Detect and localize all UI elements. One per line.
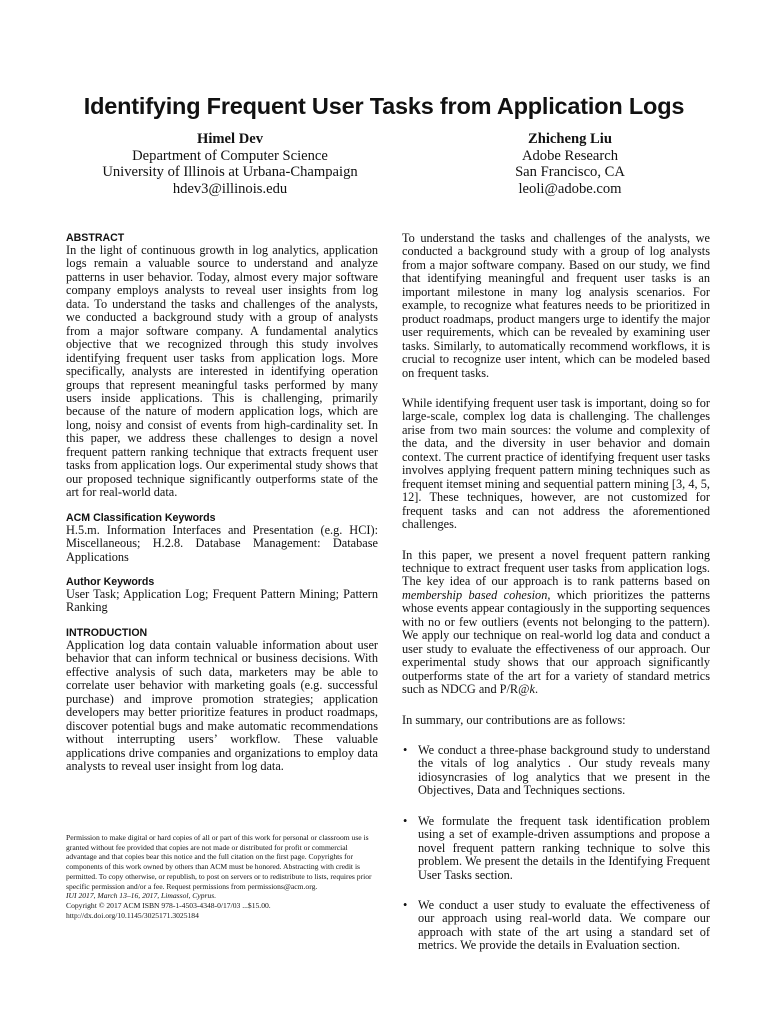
list-item — [402, 815, 710, 882]
paragraph — [402, 549, 710, 697]
right-column — [402, 232, 710, 970]
author-block-1 — [60, 131, 400, 198]
left-column — [66, 232, 378, 773]
paragraph: To understand the tasks and challenges of the analysts, we conducted a background study with a group of log analysts from a major software company. Based on our study, we find that identifying meaningful and frequent user tasks is an important milestone in many log analysis scenarios. For example, to recognize what features needs to be prioritized in product roadmaps, product mangers urge to identify the major user requirements, which can be revealed by examining user tasks. Similarly, to automatically recommend workflows, it is crucial to recognize user intent, which can be modeled based on frequent tasks. — [402, 231, 710, 380]
author-keywords-heading: Author Keywords — [66, 575, 155, 588]
permission-text: Permission to make digital or hard copies of all or part of this work for personal or classroom use is granted without fee provided that copies are not made or distributed for profit or commercial advantage and that copies bear this notice and the full citation on the first page. Copyrights for components of this work owned by others than ACM must be honored. Abstracting with credit is permitted. To copy otherwise, or republish, to post on servers or to redistribute to lists, requires prior specific permission and/or a fee. Request permissions from permissions@acm.org. — [66, 833, 372, 891]
contribution-list — [402, 744, 710, 953]
introduction-heading: INTRODUCTION — [66, 626, 148, 639]
author-email: leoli@adobe.com — [518, 181, 622, 198]
doi-link[interactable]: http://dx.doi.org/10.1145/3025171.3025184 — [66, 910, 199, 920]
author-location: San Francisco, CA — [515, 164, 625, 181]
paragraph: In summary, our contributions are as follows: — [402, 712, 626, 727]
abstract-heading: ABSTRACT — [66, 232, 125, 244]
author-name: Himel Dev — [196, 131, 264, 147]
bullet-icon: • — [403, 898, 408, 913]
list-item-text: We conduct a three-phase background study to understand the vitals of log analytics . Our study reveals many idiosyncrasies of log analytics that we present in the Objectives, Data and Techniques sections. — [418, 742, 710, 798]
abstract-text: In the light of continuous growth in log analytics, application logs remain a valuable source to understand and analyze patterns in user behavior. Today, almost every major software company employs analysts to reveal user insights from log data. To understand the tasks and challenges of the analysts, we conducted a background study with a group of analysts from a major software company. A fundamental analytics objective that we recognized through this study involves identifying frequent user tasks from application logs. More specifically, analysts are interested in identifying operation groups that represent meaningful tasks performed by many users inside applications. This is challenging, primarily because of the nature of modern application logs, which are long, noisy and consist of events from high-cardinality set. In this paper, we address these challenges to design a novel frequent pattern ranking technique that extracts frequent user tasks from application logs. Our experimental study shows that our proposed technique significantly outperforms state of the art for real-world data. — [66, 243, 378, 500]
acm-keywords-heading: ACM Classification Keywords — [66, 511, 216, 524]
emphasis-text: membership based cohesion — [402, 587, 548, 602]
author-organization: Adobe Research — [521, 147, 619, 164]
emphasis-text: k — [529, 682, 535, 697]
acm-keywords-text: H.5.m. Information Interfaces and Presentation (e.g. HCI): Miscellaneous; H.2.8. Database Management: Database Applications — [66, 522, 378, 564]
author-institution: University of Illinois at Urbana-Champaign — [102, 164, 358, 181]
copyright-line: Copyright © 2017 ACM ISBN 978-1-4503-4348-0/17/03 ...$15.00. — [66, 900, 271, 910]
list-item-text: We conduct a user study to evaluate the effectiveness of our approach using real-world data. We compare our approach with state of the art using a standard set of metrics. We provide the details in Evaluation section. — [418, 898, 710, 953]
author-keywords-text: User Task; Application Log; Frequent Pattern Mining; Pattern Ranking — [66, 586, 378, 615]
list-item-text: We formulate the frequent task identification problem using a set of example-driven assumptions and propose a novel frequent pattern ranking technique to solve this problem. We present the details in the Identifying Frequent User Tasks section. — [418, 813, 710, 882]
author-department: Department of Computer Science — [132, 147, 328, 164]
author-block-2 — [430, 131, 710, 198]
paragraph-text: In this paper, we present a novel frequent pattern ranking technique to extract frequent user tasks from application logs. The key idea of our approach is to rank patterns based on — [402, 547, 710, 589]
venue-line: IUI 2017, March 13–16, 2017, Limassol, Cyprus. — [66, 891, 217, 901]
paragraph: While identifying frequent user task is important, doing so for large-scale, complex log data is challenging. The challenges arise from two main sources: the volume and complexity of the data, and the diversity in user behavior and domain context. The current practice of identifying frequent user tasks involves applying frequent pattern mining techniques such as frequent itemset mining and sequential pattern mining [3, 4, 5, 12]. These techniques, however, are not customized for frequent tasks and can not address the aforementioned challenges. — [402, 395, 710, 532]
list-item — [402, 899, 710, 953]
author-email: hdev3@illinois.edu — [172, 181, 288, 198]
author-name: Zhicheng Liu — [528, 131, 612, 147]
paragraph-text: . — [534, 682, 539, 697]
bullet-icon: • — [403, 813, 408, 828]
permission-block — [66, 833, 378, 920]
paragraph-text: , which prioritizes the patterns whose events appear contagiously in the supporting sequences with no or few outliers (events not belonging to the pattern). We apply our technique on real-world log data and conduct a user study to evaluate the effectiveness of our approach. Our experimental study shows that our approach significantly outperforms state of the art for a variety of standard metrics such as NDCG and P/R@ — [402, 587, 710, 697]
introduction-text: Application log data contain valuable information about user behavior that can inform technical or business decisions. With effective analysis of such data, marketers may be able to correlate user behavior with marketing goals (e.g. successful purchase) and improve promotion strategies; application developers may better prioritize features in product roadmaps, discover potential bugs and make automatic recommendations without interrupting users’ workflow. These valuable applications drive companies and organizations to employ data analysts to reveal user insight from log data. — [66, 637, 378, 773]
bullet-icon: • — [403, 742, 408, 757]
paper-title: Identifying Frequent User Tasks from Application Logs — [83, 93, 685, 119]
list-item — [402, 744, 710, 798]
